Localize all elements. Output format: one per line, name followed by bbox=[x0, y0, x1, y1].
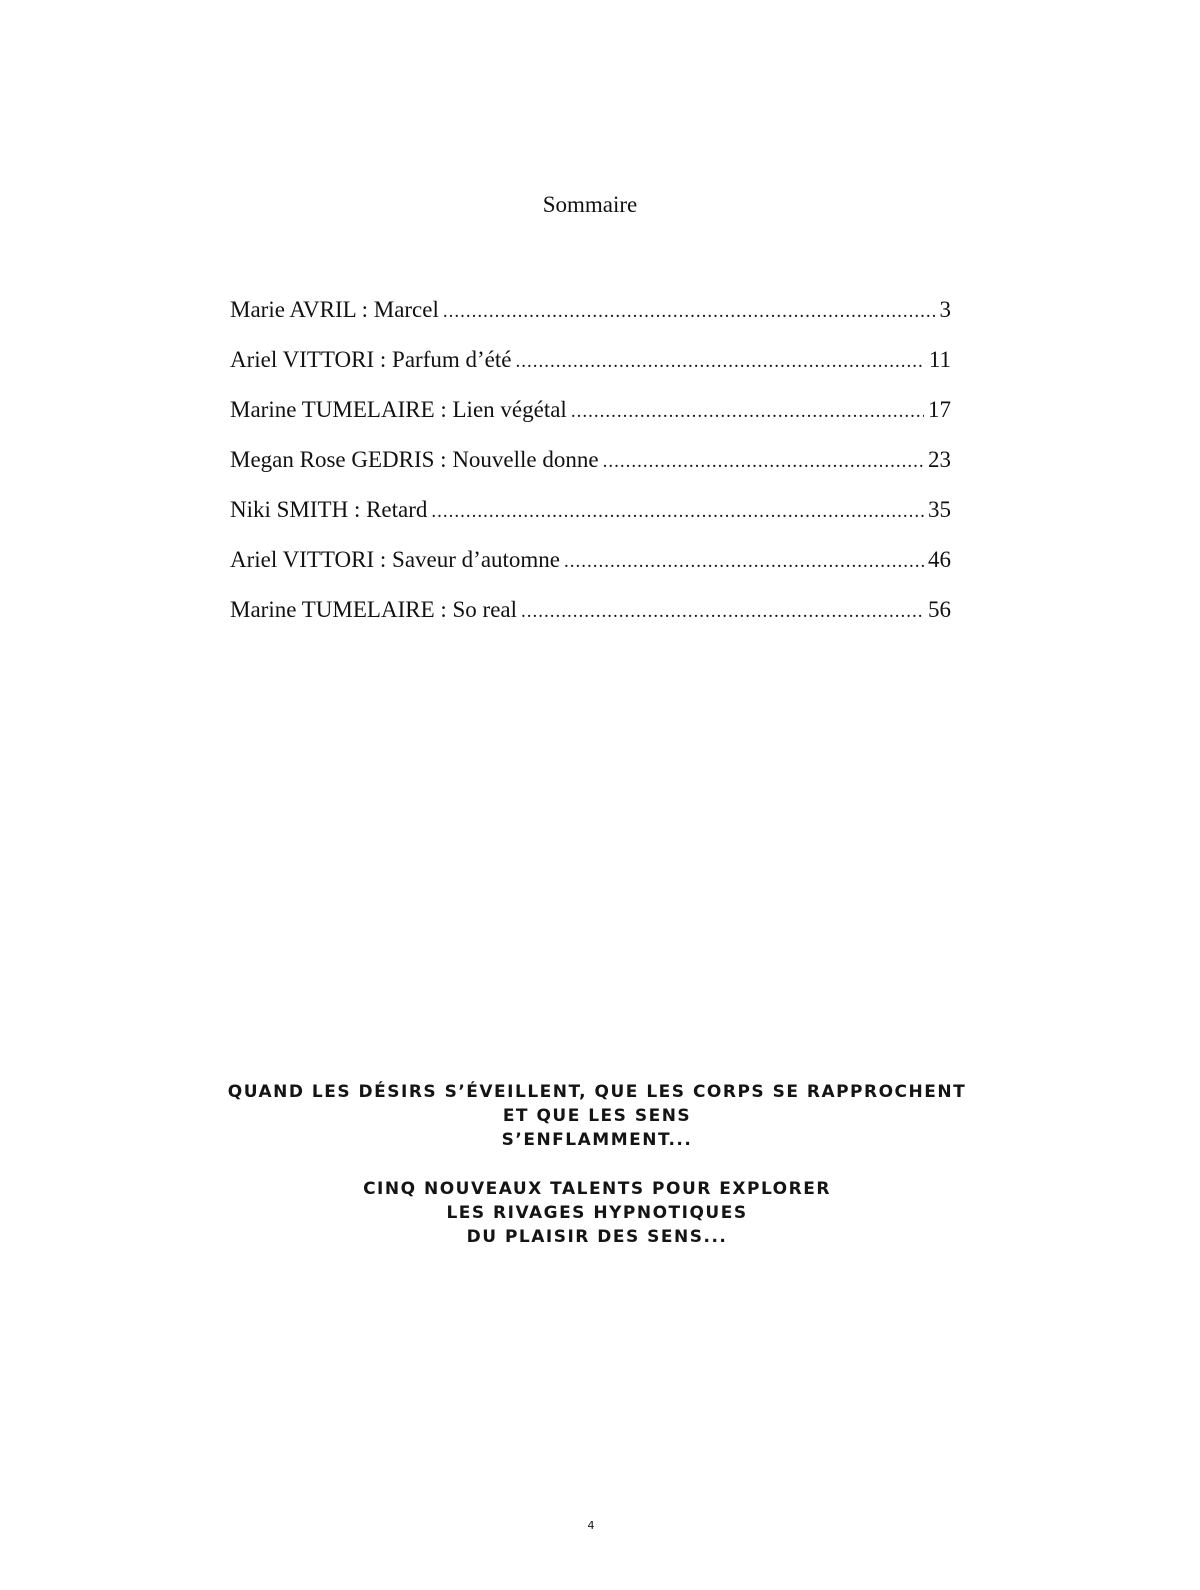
blurb-line: ET QUE LES SENS bbox=[502, 1106, 692, 1126]
toc-row bbox=[230, 397, 951, 447]
toc-row bbox=[230, 347, 951, 397]
blurb-line: LES RIVAGES HYPNOTIQUES bbox=[446, 1203, 748, 1223]
toc-leader-dots bbox=[521, 601, 924, 623]
blurb-line: DU PLAISIR DES SENS... bbox=[466, 1227, 728, 1247]
blurb-paragraph-1 bbox=[0, 1080, 1194, 1152]
blurb-paragraph-2 bbox=[0, 1177, 1194, 1249]
toc-leader-dots bbox=[564, 551, 924, 573]
toc-page-number: 56 bbox=[928, 597, 951, 622]
page-title: Sommaire bbox=[542, 192, 638, 217]
toc-entry-title: Megan Rose GEDRIS : Nouvelle donne bbox=[230, 447, 599, 472]
toc-row bbox=[230, 447, 951, 497]
toc-entry-title: Marine TUMELAIRE : Lien végétal bbox=[230, 397, 567, 422]
page-number: 4 bbox=[587, 1519, 595, 1532]
toc-leader-dots bbox=[603, 451, 924, 473]
toc-entry-title: Ariel VITTORI : Saveur d’automne bbox=[230, 547, 561, 572]
table-of-contents bbox=[230, 297, 951, 647]
toc-entry-title: Niki SMITH : Retard bbox=[230, 497, 428, 522]
toc-page-number: 3 bbox=[939, 297, 951, 322]
toc-page-number: 46 bbox=[928, 547, 951, 572]
toc-page-number: 35 bbox=[928, 497, 951, 522]
toc-page-number: 23 bbox=[928, 447, 951, 472]
toc-row bbox=[230, 597, 951, 647]
toc-leader-dots bbox=[431, 501, 924, 523]
toc-entry-title: Marine TUMELAIRE : So real bbox=[230, 597, 518, 622]
blurb-line: QUAND LES DÉSIRS S’ÉVEILLENT, QUE LES CORPS SE RAPPROCHENT bbox=[227, 1082, 967, 1102]
toc-leader-dots bbox=[571, 401, 924, 423]
blurb-line: S’ENFLAMMENT... bbox=[501, 1130, 693, 1150]
toc-row bbox=[230, 497, 951, 547]
toc-leader-dots bbox=[443, 301, 936, 323]
toc-page-number: 17 bbox=[928, 397, 951, 422]
toc-row bbox=[230, 547, 951, 597]
toc-row bbox=[230, 297, 951, 347]
toc-entry-title: Marie AVRIL : Marcel bbox=[230, 297, 439, 322]
toc-page-number: 11 bbox=[928, 347, 951, 372]
blurb-line: CINQ NOUVEAUX TALENTS POUR EXPLORER bbox=[363, 1179, 831, 1199]
toc-leader-dots bbox=[515, 351, 924, 373]
toc-entry-title: Ariel VITTORI : Parfum d’été bbox=[230, 347, 512, 372]
